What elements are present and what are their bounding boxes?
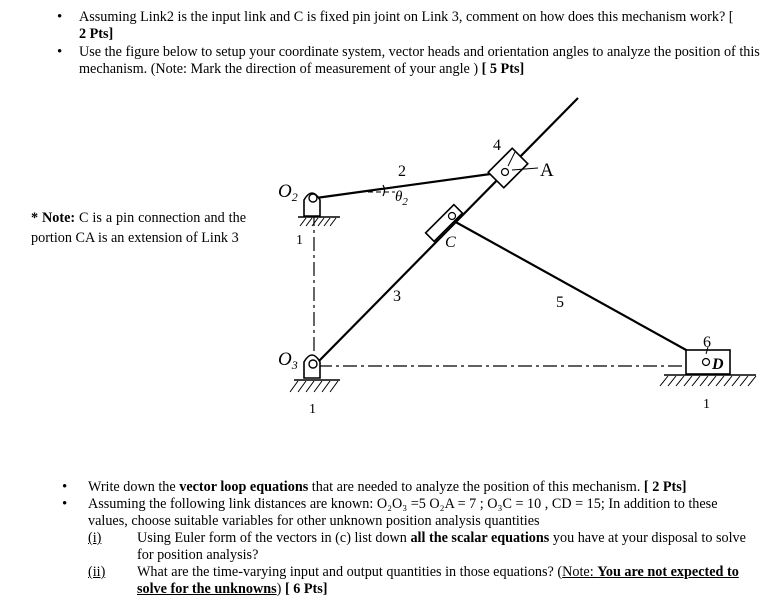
question-2: Use the figure below to setup your coordinate system, vector heads and orientation angles to analyze the position of this mechanism. (Note: Mark the direction of measurement of your angle ) [ 5 Pts] bbox=[79, 44, 760, 77]
label-d: D bbox=[712, 356, 724, 373]
question-1: Assuming Link2 is the input link and C is fixed pin joint on Link 3, comment on how does this mechanism work? [ 2 Pts] bbox=[79, 9, 734, 42]
label-link-5: 5 bbox=[556, 294, 564, 311]
label-c: C bbox=[445, 234, 456, 251]
label-ground-d: 1 bbox=[703, 397, 710, 412]
slider-block-d bbox=[660, 350, 756, 400]
label-o2: $O_2$ bbox=[278, 181, 298, 204]
label-o3: $O_3$ bbox=[278, 349, 298, 372]
sub-label-i: (i) bbox=[88, 530, 102, 546]
sub-label-ii: (ii) bbox=[88, 564, 106, 580]
link-3 bbox=[318, 98, 578, 362]
pin-c bbox=[449, 213, 456, 220]
bullet: • bbox=[62, 496, 68, 512]
label-link-6: 6 bbox=[703, 334, 711, 351]
link-2 bbox=[316, 172, 505, 198]
question-vector-loop: Write down the vector loop equations that are needed to analyze the position of this mechanism. [ 2 Pts] bbox=[88, 479, 687, 495]
question-link-distances: Assuming the following link distances are known: O₂O₃ =5 O₂A = 7 ; O₃C = 10 , CD = 15; In addition to these values, choose suitable variables for other unknown position analysis quantities bbox=[88, 496, 718, 529]
bullet: • bbox=[57, 9, 63, 25]
label-theta2: $\theta_2$ bbox=[395, 189, 408, 208]
label-link-4: 4 bbox=[493, 137, 501, 154]
question-i: Using Euler form of the vectors in (c) list down all the scalar equations you have at your disposal to solve for position analysis? bbox=[137, 530, 746, 563]
bullet: • bbox=[57, 44, 63, 60]
label-link-2: 2 bbox=[398, 163, 406, 180]
bullet: • bbox=[62, 479, 68, 495]
question-ii: What are the time-varying input and output quantities in those equations? (Note: You are not expected to solve for the unknowns) [ 6 Pts] bbox=[137, 564, 739, 597]
label-link-3: 3 bbox=[393, 288, 401, 305]
pin-a bbox=[502, 169, 509, 176]
label-ground-top: 1 bbox=[296, 233, 303, 248]
ground-pivot-o2 bbox=[298, 193, 340, 226]
side-note: * Note: C is a pin connection and the portion CA is an extension of Link 3 bbox=[31, 210, 247, 246]
link-5 bbox=[452, 220, 706, 361]
label-ground-o3: 1 bbox=[309, 402, 316, 417]
theta2-arc bbox=[383, 185, 385, 196]
label-a: A bbox=[540, 160, 554, 181]
